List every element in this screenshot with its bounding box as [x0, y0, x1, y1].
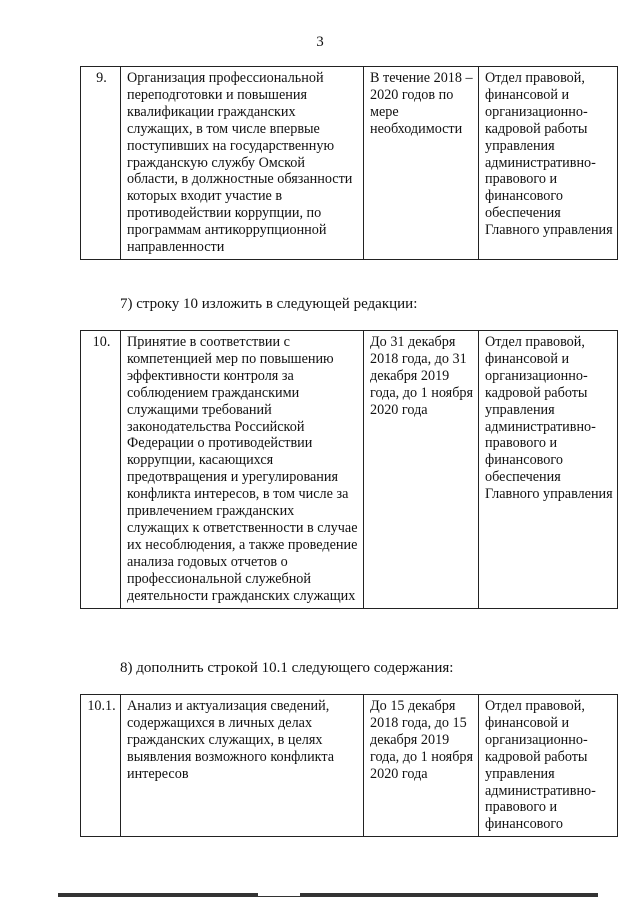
page-number: 3 — [316, 34, 324, 50]
scan-edge-mark — [58, 893, 258, 896]
responsible-unit: Отдел правовой, финансовой и организационно-кадровой работы управления административно-правового и финансового обеспечения Главного управления — [479, 67, 618, 260]
action-description: Принятие в соответствии с компетенцией мер по повышению эффективности контроля за соблюдением гражданскими служащими требований законодательства Российской Федерации о противодействии коррупции, касающихся предотвращения и урегулирования конфликта интересов, в том числе за привлечением гражданских служащих к ответственности в случае их несоблюдения, а также проведение анализа годовых отчетов о профессиональной служебной деятельности гражданских служащих — [121, 331, 364, 609]
action-description: Анализ и актуализация сведений, содержащихся в личных делах гражданских служащих, в целях выявления возможного конфликта интересов — [121, 695, 364, 837]
row-number: 9. — [81, 67, 121, 260]
row-number: 10. — [81, 331, 121, 609]
scan-edge-mark — [300, 893, 598, 896]
action-description: Организация профессиональной переподготовки и повышения квалификации гражданских служащих, в том числе впервые поступивших на государственную гражданскую службу Омской области, в должностные обязанности которых входит участие в противодействии коррупции, по программам антикоррупционной направленности — [121, 67, 364, 260]
table-row-10-1 — [80, 694, 618, 837]
table-row-9 — [80, 66, 618, 260]
deadline: До 15 декабря 2018 года, до 15 декабря 2019 года, до 1 ноября 2020 года — [364, 695, 479, 837]
responsible-unit: Отдел правовой, финансовой и организационно-кадровой работы управления административно-правового и финансового обеспечения Главного управления — [479, 331, 618, 609]
row-number: 10.1. — [81, 695, 121, 837]
deadline: До 31 декабря 2018 года, до 31 декабря 2019 года, до 1 ноября 2020 года — [364, 331, 479, 609]
amendment-paragraph-7: 7) строку 10 изложить в следующей редакции: — [120, 296, 418, 312]
responsible-unit: Отдел правовой, финансовой и организационно-кадровой работы управления административно-правового и финансового — [479, 695, 618, 837]
footer-rule — [58, 896, 598, 897]
amendment-paragraph-8: 8) дополнить строкой 10.1 следующего содержания: — [120, 660, 454, 676]
table-row-10 — [80, 330, 618, 609]
deadline: В течение 2018 – 2020 годов по мере необходимости — [364, 67, 479, 260]
